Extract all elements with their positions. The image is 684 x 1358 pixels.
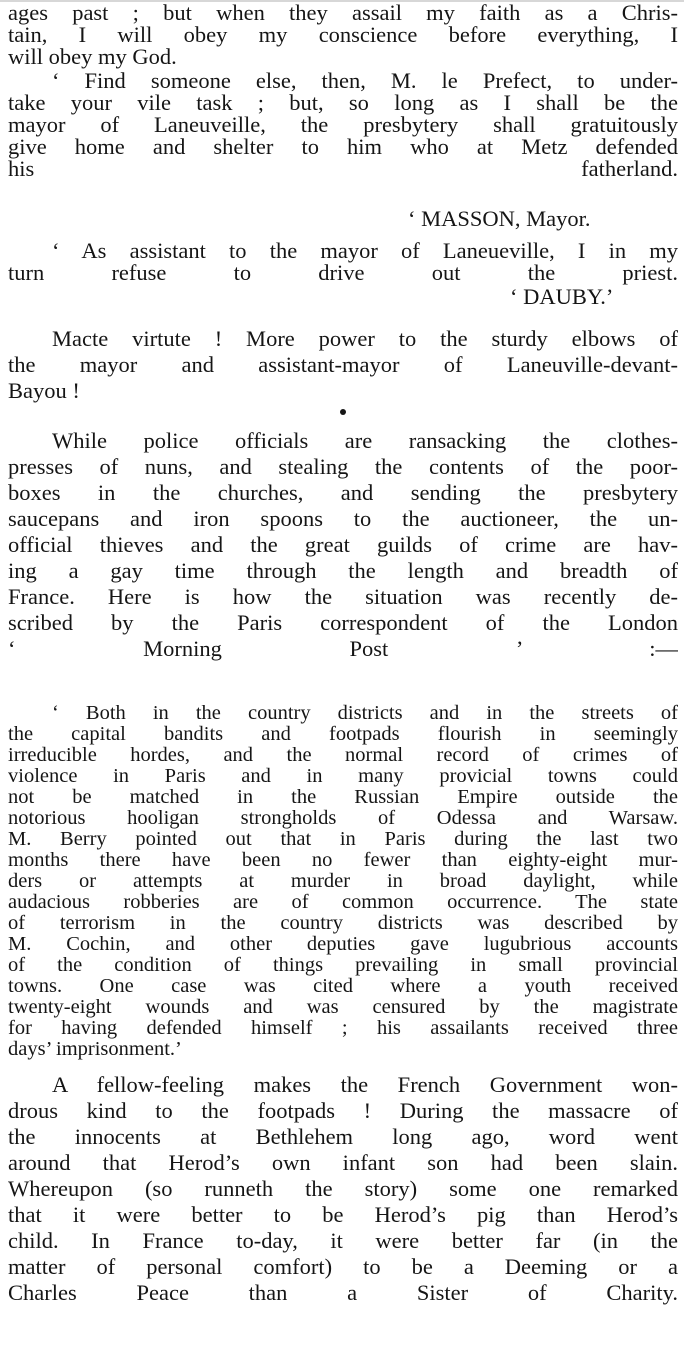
line-21: official thieves and the great guilds of crime are hav- [8, 534, 678, 557]
line-19: boxes in the churches, and sending the presbytery [8, 482, 678, 505]
quote-line-2: the capital bandits and footpads flourish in seemingly [8, 724, 678, 745]
quote-line-5: not be matched in the Russian Empire outside the [8, 787, 678, 808]
line-23: France. Here is how the situation was recently de- [8, 586, 678, 609]
line-5: take your vile task ; but, so long as I shall be the [8, 92, 678, 115]
quote-line-8: months there have been no fewer than eighty-eight mur- [8, 850, 678, 871]
line-48: Whereupon (so runneth the story) some one remarked [8, 1178, 678, 1201]
line-24: scribed by the Paris correspondent of the London [8, 612, 678, 635]
quote-line-13: of the condition of things prevailing in small provincial [8, 955, 678, 976]
line-8: his fatherland. [8, 158, 678, 181]
quote-line-11: of terrorism in the country districts was described by [8, 913, 678, 934]
line-3: will obey my God. [8, 46, 177, 69]
line-14: Macte virtute ! More power to the sturdy elbows of [52, 328, 678, 351]
section-dot [340, 409, 346, 415]
line-51: matter of personal comfort) to be a Deeming or a [8, 1256, 678, 1279]
signature-dauby: ‘ DAUBY.’ [510, 286, 614, 309]
quote-line-9: ders or attempts at murder in broad daylight, while [8, 871, 678, 892]
quote-line-10: audacious robberies are of common occurrence. The state [8, 892, 678, 913]
line-12: turn refuse to drive out the priest. [8, 262, 678, 285]
line-18: presses of nuns, and stealing the contents of the poor- [8, 456, 678, 479]
line-7: give home and shelter to him who at Metz defended [8, 136, 678, 159]
line-15: the mayor and assistant-mayor of Laneuville-devant- [8, 354, 678, 377]
line-25: ‘ Morning Post ’ :— [8, 638, 678, 661]
line-20: saucepans and iron spoons to the auctioneer, the un- [8, 508, 678, 531]
line-4: ‘ Find someone else, then, M. le Prefect, to under- [52, 70, 678, 93]
line-22: ing a gay time through the length and breadth of [8, 560, 678, 583]
quote-line-16: for having defended himself ; his assailants received three [8, 1018, 678, 1039]
quote-line-6: notorious hooligan strongholds of Odessa and Warsaw. [8, 808, 678, 829]
quote-line-7: M. Berry pointed out that in Paris during the last two [8, 829, 678, 850]
line-11: ‘ As assistant to the mayor of Laneueville, I in my [52, 240, 678, 263]
quote-line-15: twenty-eight wounds and was censured by the magistrate [8, 997, 678, 1018]
quote-line-12: M. Cochin, and other deputies gave lugubrious accounts [8, 934, 678, 955]
line-50: child. In France to-day, it were better far (in the [8, 1230, 678, 1253]
line-1: ages past ; but when they assail my faith as a Chris- [8, 2, 678, 25]
line-16: Bayou ! [8, 380, 80, 403]
line-44: A fellow-feeling makes the French Government won- [52, 1074, 678, 1097]
quote-line-17: days’ imprisonment.’ [8, 1039, 182, 1060]
line-17: While police officials are ransacking the clothes- [52, 430, 678, 453]
line-6: mayor of Laneuveille, the presbytery shall gratuitously [8, 114, 678, 137]
line-2: tain, I will obey my conscience before everything, I [8, 24, 678, 47]
line-45: drous kind to the footpads ! During the massacre of [8, 1100, 678, 1123]
quote-line-3: irreducible hordes, and the normal record of crimes of [8, 745, 678, 766]
line-49: that it were better to be Herod’s pig than Herod’s [8, 1204, 678, 1227]
quote-line-14: towns. One case was cited where a youth received [8, 976, 678, 997]
line-52: Charles Peace than a Sister of Charity. [8, 1282, 678, 1305]
quote-line-4: violence in Paris and in many provicial towns could [8, 766, 678, 787]
quote-line-1: ‘ Both in the country districts and in the streets of [52, 703, 678, 724]
line-46: the innocents at Bethlehem long ago, word went [8, 1126, 678, 1149]
line-47: around that Herod’s own infant son had been slain. [8, 1152, 678, 1175]
signature-masson: ‘ MASSON, Mayor. [408, 208, 591, 231]
